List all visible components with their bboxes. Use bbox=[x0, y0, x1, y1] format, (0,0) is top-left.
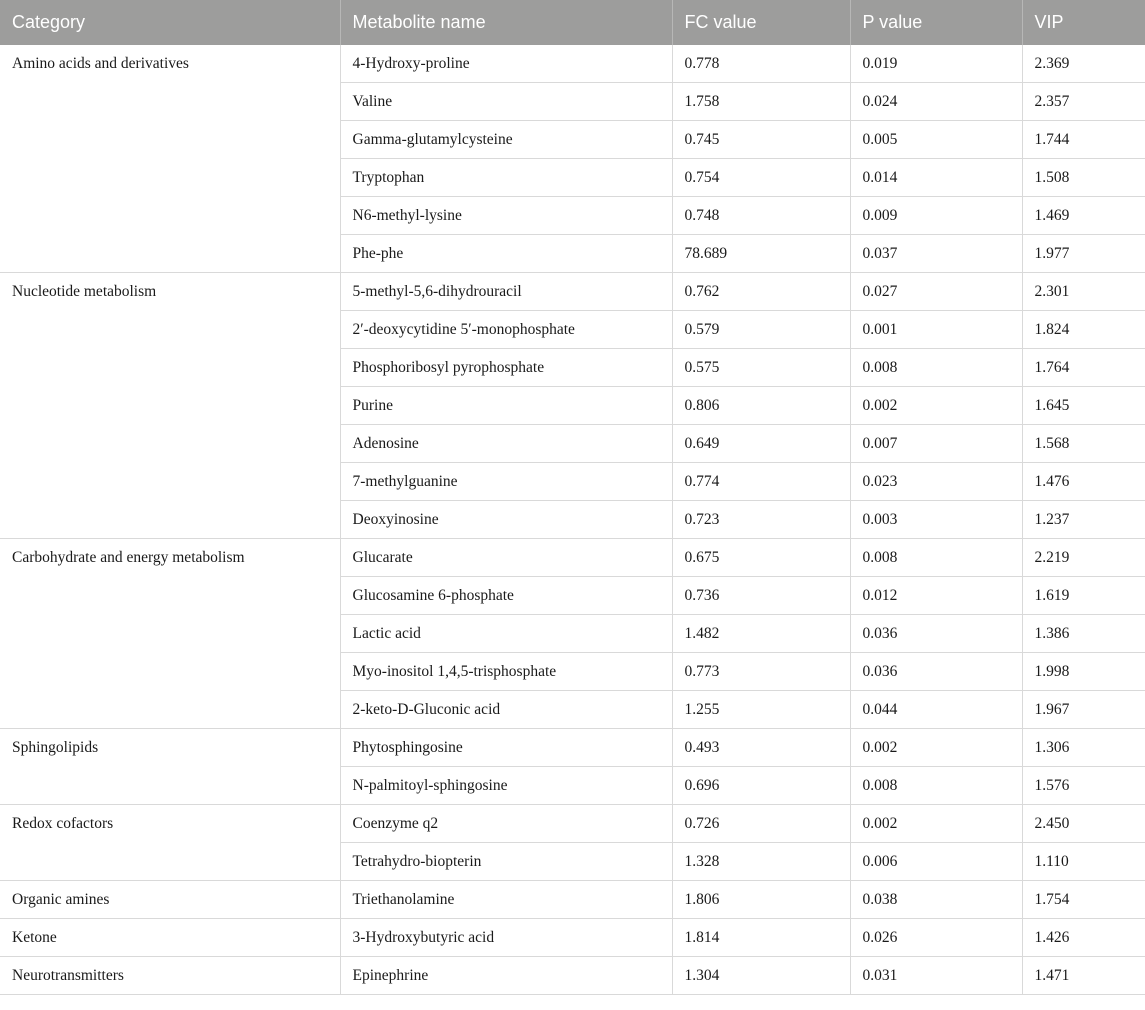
fc-value-cell: 0.579 bbox=[672, 311, 850, 349]
vip-cell: 1.967 bbox=[1022, 691, 1145, 729]
metabolite-cell: Tetrahydro-biopterin bbox=[340, 843, 672, 881]
metabolite-cell: Epinephrine bbox=[340, 957, 672, 995]
p-value-cell: 0.008 bbox=[850, 349, 1022, 387]
p-value-cell: 0.027 bbox=[850, 273, 1022, 311]
metabolite-cell: Deoxyinosine bbox=[340, 501, 672, 539]
vip-cell: 1.568 bbox=[1022, 425, 1145, 463]
vip-cell: 1.476 bbox=[1022, 463, 1145, 501]
header-row bbox=[0, 0, 1145, 45]
p-value-cell: 0.006 bbox=[850, 843, 1022, 881]
metabolite-cell: Lactic acid bbox=[340, 615, 672, 653]
category-cell: Organic amines bbox=[0, 881, 340, 919]
column-header-vip: VIP bbox=[1022, 0, 1145, 45]
vip-cell: 1.306 bbox=[1022, 729, 1145, 767]
metabolite-cell: 3-Hydroxybutyric acid bbox=[340, 919, 672, 957]
p-value-cell: 0.012 bbox=[850, 577, 1022, 615]
fc-value-cell: 0.774 bbox=[672, 463, 850, 501]
fc-value-cell: 0.575 bbox=[672, 349, 850, 387]
category-cell: Amino acids and derivatives bbox=[0, 45, 340, 273]
fc-value-cell: 1.482 bbox=[672, 615, 850, 653]
column-header-p-value: P value bbox=[850, 0, 1022, 45]
table-row bbox=[0, 729, 1145, 767]
table-row bbox=[0, 45, 1145, 83]
p-value-cell: 0.014 bbox=[850, 159, 1022, 197]
table-row bbox=[0, 919, 1145, 957]
vip-cell: 2.219 bbox=[1022, 539, 1145, 577]
metabolite-cell: Glucosamine 6-phosphate bbox=[340, 577, 672, 615]
vip-cell: 1.645 bbox=[1022, 387, 1145, 425]
metabolite-cell: N-palmitoyl-sphingosine bbox=[340, 767, 672, 805]
category-cell: Neurotransmitters bbox=[0, 957, 340, 995]
metabolite-cell: Tryptophan bbox=[340, 159, 672, 197]
p-value-cell: 0.008 bbox=[850, 767, 1022, 805]
fc-value-cell: 0.726 bbox=[672, 805, 850, 843]
fc-value-cell: 0.754 bbox=[672, 159, 850, 197]
fc-value-cell: 0.806 bbox=[672, 387, 850, 425]
metabolite-cell: Phytosphingosine bbox=[340, 729, 672, 767]
fc-value-cell: 0.762 bbox=[672, 273, 850, 311]
vip-cell: 2.369 bbox=[1022, 45, 1145, 83]
p-value-cell: 0.007 bbox=[850, 425, 1022, 463]
fc-value-cell: 1.328 bbox=[672, 843, 850, 881]
metabolite-cell: Phe-phe bbox=[340, 235, 672, 273]
metabolite-cell: 2′-deoxycytidine 5′-monophosphate bbox=[340, 311, 672, 349]
p-value-cell: 0.002 bbox=[850, 805, 1022, 843]
p-value-cell: 0.023 bbox=[850, 463, 1022, 501]
metabolite-cell: Purine bbox=[340, 387, 672, 425]
vip-cell: 1.998 bbox=[1022, 653, 1145, 691]
vip-cell: 2.301 bbox=[1022, 273, 1145, 311]
fc-value-cell: 0.649 bbox=[672, 425, 850, 463]
fc-value-cell: 1.806 bbox=[672, 881, 850, 919]
category-cell: Ketone bbox=[0, 919, 340, 957]
fc-value-cell: 0.778 bbox=[672, 45, 850, 83]
metabolite-cell: Triethanolamine bbox=[340, 881, 672, 919]
column-header-fc-value: FC value bbox=[672, 0, 850, 45]
p-value-cell: 0.026 bbox=[850, 919, 1022, 957]
category-cell: Redox cofactors bbox=[0, 805, 340, 881]
metabolite-cell: Glucarate bbox=[340, 539, 672, 577]
vip-cell: 1.576 bbox=[1022, 767, 1145, 805]
p-value-cell: 0.037 bbox=[850, 235, 1022, 273]
p-value-cell: 0.003 bbox=[850, 501, 1022, 539]
category-cell: Nucleotide metabolism bbox=[0, 273, 340, 539]
table-row bbox=[0, 539, 1145, 577]
p-value-cell: 0.008 bbox=[850, 539, 1022, 577]
p-value-cell: 0.044 bbox=[850, 691, 1022, 729]
fc-value-cell: 0.748 bbox=[672, 197, 850, 235]
metabolite-cell: Valine bbox=[340, 83, 672, 121]
fc-value-cell: 0.745 bbox=[672, 121, 850, 159]
vip-cell: 1.977 bbox=[1022, 235, 1145, 273]
fc-value-cell: 1.814 bbox=[672, 919, 850, 957]
vip-cell: 1.764 bbox=[1022, 349, 1145, 387]
vip-cell: 1.744 bbox=[1022, 121, 1145, 159]
p-value-cell: 0.002 bbox=[850, 729, 1022, 767]
metabolite-cell: 4-Hydroxy-proline bbox=[340, 45, 672, 83]
p-value-cell: 0.031 bbox=[850, 957, 1022, 995]
p-value-cell: 0.002 bbox=[850, 387, 1022, 425]
vip-cell: 2.450 bbox=[1022, 805, 1145, 843]
p-value-cell: 0.036 bbox=[850, 615, 1022, 653]
column-header-metabolite: Metabolite name bbox=[340, 0, 672, 45]
p-value-cell: 0.005 bbox=[850, 121, 1022, 159]
table-row bbox=[0, 957, 1145, 995]
p-value-cell: 0.009 bbox=[850, 197, 1022, 235]
p-value-cell: 0.038 bbox=[850, 881, 1022, 919]
table-row bbox=[0, 881, 1145, 919]
metabolite-cell: Gamma-glutamylcysteine bbox=[340, 121, 672, 159]
vip-cell: 2.357 bbox=[1022, 83, 1145, 121]
metabolite-cell: Phosphoribosyl pyrophosphate bbox=[340, 349, 672, 387]
metabolite-cell: N6-methyl-lysine bbox=[340, 197, 672, 235]
p-value-cell: 0.019 bbox=[850, 45, 1022, 83]
p-value-cell: 0.036 bbox=[850, 653, 1022, 691]
fc-value-cell: 0.773 bbox=[672, 653, 850, 691]
vip-cell: 1.386 bbox=[1022, 615, 1145, 653]
vip-cell: 1.619 bbox=[1022, 577, 1145, 615]
table-row bbox=[0, 805, 1145, 843]
metabolite-cell: 2-keto-D-Gluconic acid bbox=[340, 691, 672, 729]
p-value-cell: 0.024 bbox=[850, 83, 1022, 121]
vip-cell: 1.754 bbox=[1022, 881, 1145, 919]
metabolite-cell: 7-methylguanine bbox=[340, 463, 672, 501]
vip-cell: 1.508 bbox=[1022, 159, 1145, 197]
metabolite-cell: Adenosine bbox=[340, 425, 672, 463]
fc-value-cell: 0.723 bbox=[672, 501, 850, 539]
metabolite-cell: 5-methyl-5,6-dihydrouracil bbox=[340, 273, 672, 311]
fc-value-cell: 0.493 bbox=[672, 729, 850, 767]
fc-value-cell: 0.736 bbox=[672, 577, 850, 615]
fc-value-cell: 1.304 bbox=[672, 957, 850, 995]
vip-cell: 1.110 bbox=[1022, 843, 1145, 881]
column-header-category: Category bbox=[0, 0, 340, 45]
vip-cell: 1.471 bbox=[1022, 957, 1145, 995]
metabolite-cell: Myo-inositol 1,4,5-trisphosphate bbox=[340, 653, 672, 691]
fc-value-cell: 78.689 bbox=[672, 235, 850, 273]
category-cell: Carbohydrate and energy metabolism bbox=[0, 539, 340, 729]
table-body bbox=[0, 45, 1145, 995]
fc-value-cell: 0.696 bbox=[672, 767, 850, 805]
vip-cell: 1.237 bbox=[1022, 501, 1145, 539]
vip-cell: 1.824 bbox=[1022, 311, 1145, 349]
category-cell: Sphingolipids bbox=[0, 729, 340, 805]
table-row bbox=[0, 273, 1145, 311]
fc-value-cell: 0.675 bbox=[672, 539, 850, 577]
vip-cell: 1.426 bbox=[1022, 919, 1145, 957]
metabolite-cell: Coenzyme q2 bbox=[340, 805, 672, 843]
vip-cell: 1.469 bbox=[1022, 197, 1145, 235]
fc-value-cell: 1.758 bbox=[672, 83, 850, 121]
p-value-cell: 0.001 bbox=[850, 311, 1022, 349]
fc-value-cell: 1.255 bbox=[672, 691, 850, 729]
